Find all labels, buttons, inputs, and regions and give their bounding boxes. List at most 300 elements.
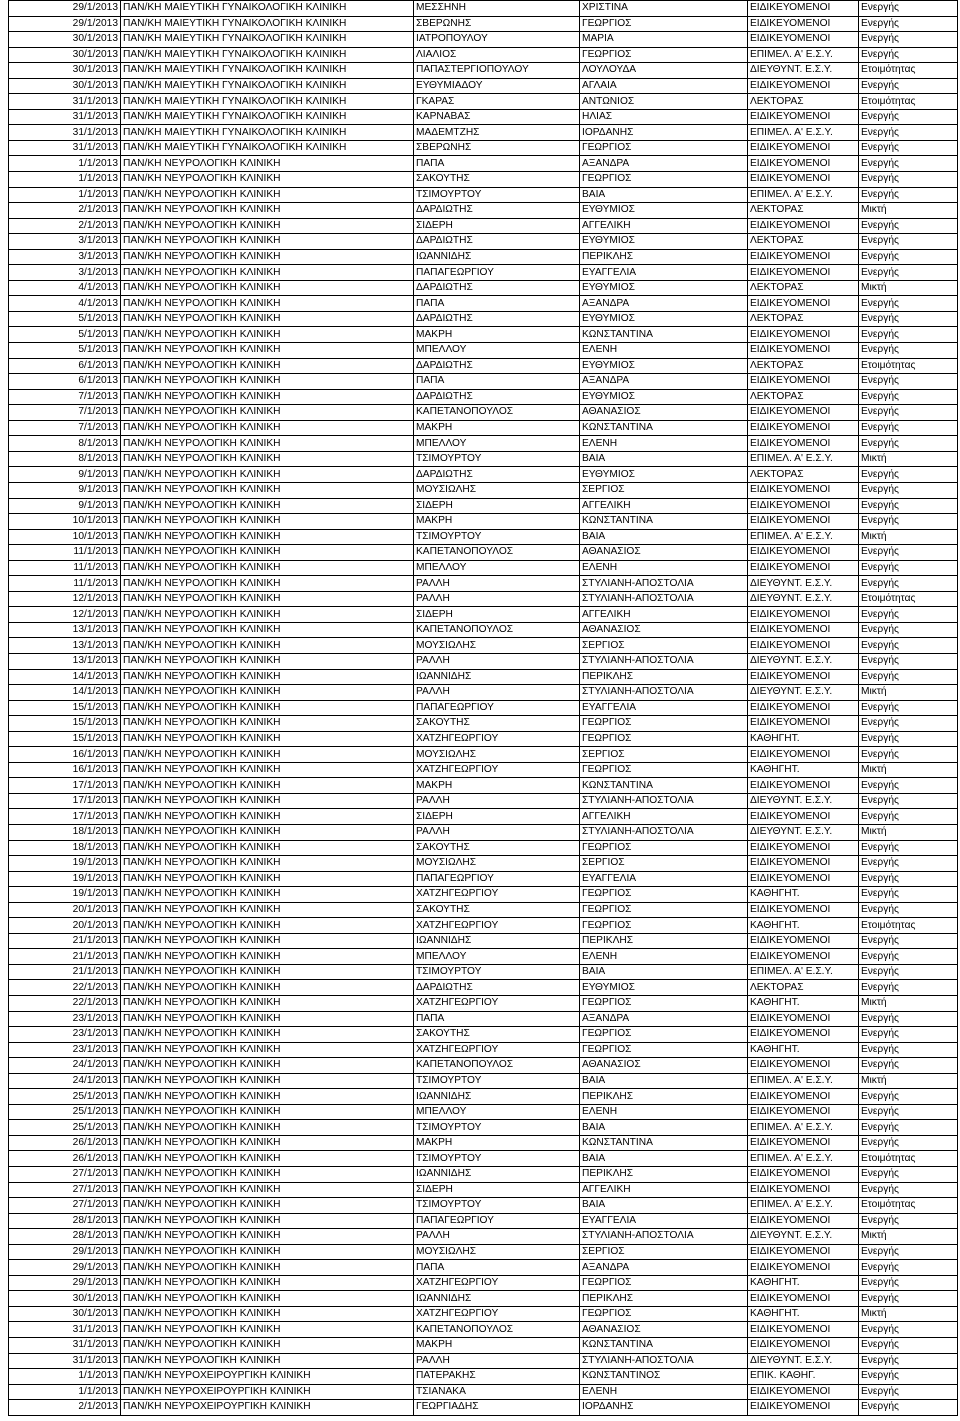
firstname-cell: ΚΩΝΣΤΑΝΤΙΝΑ	[580, 1135, 748, 1151]
date-cell: 9/1/2013	[9, 482, 121, 498]
clinic-cell: ΠΑΝ/ΚΗ ΝΕΥΡΟΛΟΓΙΚΗ ΚΛΙΝΙΚΗ	[121, 1306, 414, 1322]
firstname-cell: ΜΑΡΙΑ	[580, 32, 748, 48]
surname-cell: ΡΑΛΛΗ	[414, 591, 580, 607]
date-cell: 3/1/2013	[9, 234, 121, 250]
table-row	[9, 1135, 958, 1151]
date-cell: 27/1/2013	[9, 1182, 121, 1198]
duty-type-cell: Ετοιμότητας	[859, 591, 958, 607]
clinic-cell: ΠΑΝ/ΚΗ ΝΕΥΡΟΛΟΓΙΚΗ ΚΛΙΝΙΚΗ	[121, 265, 414, 281]
surname-cell: ΠΑΠΑ	[414, 156, 580, 172]
firstname-cell: ΓΕΩΡΓΙΟΣ	[580, 172, 748, 188]
surname-cell: ΜΠΕΛΛΟΥ	[414, 436, 580, 452]
firstname-cell: ΕΥΘΥΜΙΟΣ	[580, 467, 748, 483]
clinic-cell: ΠΑΝ/ΚΗ ΝΕΥΡΟΛΟΓΙΚΗ ΚΛΙΝΙΚΗ	[121, 1260, 414, 1276]
table-row	[9, 16, 958, 32]
date-cell: 28/1/2013	[9, 1229, 121, 1245]
table-row	[9, 1011, 958, 1027]
firstname-cell: ΑΘΑΝΑΣΙΟΣ	[580, 622, 748, 638]
clinic-cell: ΠΑΝ/ΚΗ ΝΕΥΡΟΛΟΓΙΚΗ ΚΛΙΝΙΚΗ	[121, 343, 414, 359]
duty-type-cell: Ενεργής	[859, 109, 958, 125]
rank-cell: ΕΙΔΙΚΕΥΟΜΕΝΟΙ	[748, 809, 859, 825]
clinic-cell: ΠΑΝ/ΚΗ ΝΕΥΡΟΛΟΓΙΚΗ ΚΛΙΝΙΚΗ	[121, 716, 414, 732]
duty-type-cell: Ενεργής	[859, 1244, 958, 1260]
date-cell: 11/1/2013	[9, 560, 121, 576]
rank-cell: ΕΠΙΜΕΛ. Α' Ε.Σ.Υ.	[748, 1073, 859, 1089]
date-cell: 2/1/2013	[9, 203, 121, 219]
date-cell: 31/1/2013	[9, 1322, 121, 1338]
clinic-cell: ΠΑΝ/ΚΗ ΝΕΥΡΟΛΟΓΙΚΗ ΚΛΙΝΙΚΗ	[121, 840, 414, 856]
duty-type-cell: Μικτή	[859, 824, 958, 840]
duty-type-cell: Ενεργής	[859, 747, 958, 763]
rank-cell: ΕΙΔΙΚΕΥΟΜΕΝΟΙ	[748, 778, 859, 794]
table-row	[9, 856, 958, 872]
clinic-cell: ΠΑΝ/ΚΗ ΝΕΥΡΟΛΟΓΙΚΗ ΚΛΙΝΙΚΗ	[121, 514, 414, 530]
table-row	[9, 545, 958, 561]
surname-cell: ΡΑΛΛΗ	[414, 1353, 580, 1369]
rank-cell: ΕΙΔΙΚΕΥΟΜΕΝΟΙ	[748, 374, 859, 390]
surname-cell: ΔΑΡΔΙΩΤΗΣ	[414, 280, 580, 296]
duty-type-cell: Ενεργής	[859, 1384, 958, 1400]
clinic-cell: ΠΑΝ/ΚΗ ΜΑΙΕΥΤΙΚΗ ΓΥΝΑΙΚΟΛΟΓΙΚΗ ΚΛΙΝΙΚΗ	[121, 125, 414, 141]
date-cell: 1/1/2013	[9, 187, 121, 203]
rank-cell: ΕΙΔΙΚΕΥΟΜΕΝΟΙ	[748, 16, 859, 32]
surname-cell: ΜΑΚΡΗ	[414, 514, 580, 530]
surname-cell: ΔΑΡΔΙΩΤΗΣ	[414, 389, 580, 405]
rank-cell: ΕΙΔΙΚΕΥΟΜΕΝΟΙ	[748, 1011, 859, 1027]
surname-cell: ΣΙΔΕΡΗ	[414, 1182, 580, 1198]
table-row	[9, 700, 958, 716]
date-cell: 17/1/2013	[9, 793, 121, 809]
clinic-cell: ΠΑΝ/ΚΗ ΜΑΙΕΥΤΙΚΗ ΓΥΝΑΙΚΟΛΟΓΙΚΗ ΚΛΙΝΙΚΗ	[121, 94, 414, 110]
duty-type-cell: Ενεργής	[859, 1322, 958, 1338]
firstname-cell: ΚΩΝΣΤΑΝΤΙΝΑ	[580, 327, 748, 343]
date-cell: 1/1/2013	[9, 1369, 121, 1385]
date-cell: 8/1/2013	[9, 436, 121, 452]
duty-type-cell: Ενεργής	[859, 887, 958, 903]
clinic-cell: ΠΑΝ/ΚΗ ΝΕΥΡΟΛΟΓΙΚΗ ΚΛΙΝΙΚΗ	[121, 964, 414, 980]
duty-type-cell: Ενεργής	[859, 1260, 958, 1276]
rank-cell: ΕΙΔΙΚΕΥΟΜΕΝΟΙ	[748, 1, 859, 17]
duty-type-cell: Ετοιμότητας	[859, 358, 958, 374]
surname-cell: ΣΑΚΟΥΤΗΣ	[414, 840, 580, 856]
date-cell: 12/1/2013	[9, 591, 121, 607]
firstname-cell: ΓΕΩΡΓΙΟΣ	[580, 1027, 748, 1043]
clinic-cell: ΠΑΝ/ΚΗ ΝΕΥΡΟΛΟΓΙΚΗ ΚΛΙΝΙΚΗ	[121, 949, 414, 965]
surname-cell: ΜΕΣΣΗΝΗ	[414, 1, 580, 17]
firstname-cell: ΓΕΩΡΓΙΟΣ	[580, 840, 748, 856]
rank-cell: ΕΙΔΙΚΕΥΟΜΕΝΟΙ	[748, 856, 859, 872]
duty-type-cell: Ενεργής	[859, 716, 958, 732]
surname-cell: ΤΣΙΜΟΥΡΤΟΥ	[414, 1073, 580, 1089]
table-row	[9, 762, 958, 778]
date-cell: 9/1/2013	[9, 498, 121, 514]
firstname-cell: ΠΕΡΙΚΛΗΣ	[580, 249, 748, 265]
firstname-cell: ΗΛΙΑΣ	[580, 109, 748, 125]
clinic-cell: ΠΑΝ/ΚΗ ΝΕΥΡΟΛΟΓΙΚΗ ΚΛΙΝΙΚΗ	[121, 793, 414, 809]
duty-roster-table	[8, 0, 958, 1416]
duty-type-cell: Ενεργής	[859, 296, 958, 312]
rank-cell: ΚΑΘΗΓΗΤ.	[748, 1275, 859, 1291]
rank-cell: ΕΙΔΙΚΕΥΟΜΕΝΟΙ	[748, 560, 859, 576]
rank-cell: ΕΙΔΙΚΕΥΟΜΕΝΟΙ	[748, 1182, 859, 1198]
table-row	[9, 669, 958, 685]
clinic-cell: ΠΑΝ/ΚΗ ΝΕΥΡΟΛΟΓΙΚΗ ΚΛΙΝΙΚΗ	[121, 1151, 414, 1167]
table-row	[9, 747, 958, 763]
clinic-cell: ΠΑΝ/ΚΗ ΝΕΥΡΟΛΟΓΙΚΗ ΚΛΙΝΙΚΗ	[121, 1135, 414, 1151]
table-row	[9, 560, 958, 576]
date-cell: 31/1/2013	[9, 140, 121, 156]
firstname-cell: ΑΓΓΕΛΙΚΗ	[580, 607, 748, 623]
clinic-cell: ΠΑΝ/ΚΗ ΝΕΥΡΟΛΟΓΙΚΗ ΚΛΙΝΙΚΗ	[121, 871, 414, 887]
duty-type-cell: Μικτή	[859, 280, 958, 296]
date-cell: 24/1/2013	[9, 1073, 121, 1089]
duty-type-cell: Ετοιμότητας	[859, 1151, 958, 1167]
table-row	[9, 311, 958, 327]
surname-cell: ΜΠΕΛΛΟΥ	[414, 949, 580, 965]
duty-type-cell: Ενεργής	[859, 78, 958, 94]
table-row	[9, 1, 958, 17]
surname-cell: ΚΑΠΕΤΑΝΟΠΟΥΛΟΣ	[414, 405, 580, 421]
surname-cell: ΣΑΚΟΥΤΗΣ	[414, 1027, 580, 1043]
firstname-cell: ΑΘΑΝΑΣΙΟΣ	[580, 545, 748, 561]
rank-cell: ΕΠΙΜΕΛ. Α' Ε.Σ.Υ.	[748, 1151, 859, 1167]
clinic-cell: ΠΑΝ/ΚΗ ΝΕΥΡΟΛΟΓΙΚΗ ΚΛΙΝΙΚΗ	[121, 685, 414, 701]
clinic-cell: ΠΑΝ/ΚΗ ΜΑΙΕΥΤΙΚΗ ΓΥΝΑΙΚΟΛΟΓΙΚΗ ΚΛΙΝΙΚΗ	[121, 63, 414, 79]
rank-cell: ΕΙΔΙΚΕΥΟΜΕΝΟΙ	[748, 405, 859, 421]
clinic-cell: ΠΑΝ/ΚΗ ΝΕΥΡΟΛΟΓΙΚΗ ΚΛΙΝΙΚΗ	[121, 918, 414, 934]
firstname-cell: ΕΥΘΥΜΙΟΣ	[580, 980, 748, 996]
rank-cell: ΕΙΔΙΚΕΥΟΜΕΝΟΙ	[748, 840, 859, 856]
clinic-cell: ΠΑΝ/ΚΗ ΝΕΥΡΟΛΟΓΙΚΗ ΚΛΙΝΙΚΗ	[121, 1073, 414, 1089]
clinic-cell: ΠΑΝ/ΚΗ ΝΕΥΡΟΛΟΓΙΚΗ ΚΛΙΝΙΚΗ	[121, 1027, 414, 1043]
clinic-cell: ΠΑΝ/ΚΗ ΝΕΥΡΟΛΟΓΙΚΗ ΚΛΙΝΙΚΗ	[121, 296, 414, 312]
table-row	[9, 1306, 958, 1322]
rank-cell: ΕΙΔΙΚΕΥΟΜΕΝΟΙ	[748, 420, 859, 436]
duty-type-cell: Ενεργής	[859, 607, 958, 623]
clinic-cell: ΠΑΝ/ΚΗ ΝΕΥΡΟΛΟΓΙΚΗ ΚΛΙΝΙΚΗ	[121, 405, 414, 421]
table-row	[9, 1291, 958, 1307]
surname-cell: ΣΙΔΕΡΗ	[414, 809, 580, 825]
duty-type-cell: Ενεργής	[859, 700, 958, 716]
surname-cell: ΚΑΠΕΤΑΝΟΠΟΥΛΟΣ	[414, 1322, 580, 1338]
firstname-cell: ΒΑΙΑ	[580, 964, 748, 980]
clinic-cell: ΠΑΝ/ΚΗ ΝΕΥΡΟΛΟΓΙΚΗ ΚΛΙΝΙΚΗ	[121, 187, 414, 203]
surname-cell: ΔΑΡΔΙΩΤΗΣ	[414, 203, 580, 219]
firstname-cell: ΠΕΡΙΚΛΗΣ	[580, 1089, 748, 1105]
clinic-cell: ΠΑΝ/ΚΗ ΝΕΥΡΟΛΟΓΙΚΗ ΚΛΙΝΙΚΗ	[121, 856, 414, 872]
duty-type-cell: Ενεργής	[859, 1291, 958, 1307]
surname-cell: ΣΑΚΟΥΤΗΣ	[414, 716, 580, 732]
clinic-cell: ΠΑΝ/ΚΗ ΝΕΥΡΟΛΟΓΙΚΗ ΚΛΙΝΙΚΗ	[121, 887, 414, 903]
table-row	[9, 1104, 958, 1120]
firstname-cell: ΕΥΘΥΜΙΟΣ	[580, 358, 748, 374]
clinic-cell: ΠΑΝ/ΚΗ ΝΕΥΡΟΛΟΓΙΚΗ ΚΛΙΝΙΚΗ	[121, 1275, 414, 1291]
duty-type-cell: Ενεργής	[859, 498, 958, 514]
table-row	[9, 902, 958, 918]
surname-cell: ΜΑΔΕΜΤΖΗΣ	[414, 125, 580, 141]
surname-cell: ΠΑΠΑ	[414, 296, 580, 312]
date-cell: 9/1/2013	[9, 467, 121, 483]
firstname-cell: ΑΘΑΝΑΣΙΟΣ	[580, 1322, 748, 1338]
rank-cell: ΛΕΚΤΟΡΑΣ	[748, 234, 859, 250]
firstname-cell: ΣΕΡΓΙΟΣ	[580, 747, 748, 763]
firstname-cell: ΣΤΥΛΙΑΝΗ-ΑΠΟΣΤΟΛΙΑ	[580, 576, 748, 592]
duty-type-cell: Ενεργής	[859, 1369, 958, 1385]
firstname-cell: ΣΤΥΛΙΑΝΗ-ΑΠΟΣΤΟΛΙΑ	[580, 1229, 748, 1245]
surname-cell: ΠΑΠΑΓΕΩΡΓΙΟΥ	[414, 265, 580, 281]
surname-cell: ΕΥΘΥΜΙΑΔΟΥ	[414, 78, 580, 94]
firstname-cell: ΓΕΩΡΓΙΟΣ	[580, 16, 748, 32]
table-row	[9, 1073, 958, 1089]
table-row	[9, 576, 958, 592]
clinic-cell: ΠΑΝ/ΚΗ ΝΕΥΡΟΛΟΓΙΚΗ ΚΛΙΝΙΚΗ	[121, 1229, 414, 1245]
table-row	[9, 778, 958, 794]
surname-cell: ΚΑΠΕΤΑΝΟΠΟΥΛΟΣ	[414, 545, 580, 561]
table-row	[9, 1384, 958, 1400]
rank-cell: ΛΕΚΤΟΡΑΣ	[748, 280, 859, 296]
clinic-cell: ΠΑΝ/ΚΗ ΝΕΥΡΟΛΟΓΙΚΗ ΚΛΙΝΙΚΗ	[121, 1198, 414, 1214]
duty-type-cell: Ενεργής	[859, 964, 958, 980]
duty-type-cell: Ενεργής	[859, 1104, 958, 1120]
firstname-cell: ΑΞΑΝΔΡΑ	[580, 1011, 748, 1027]
surname-cell: ΔΑΡΔΙΩΤΗΣ	[414, 358, 580, 374]
table-row	[9, 964, 958, 980]
date-cell: 11/1/2013	[9, 545, 121, 561]
clinic-cell: ΠΑΝ/ΚΗ ΝΕΥΡΟΛΟΓΙΚΗ ΚΛΙΝΙΚΗ	[121, 467, 414, 483]
date-cell: 4/1/2013	[9, 280, 121, 296]
date-cell: 22/1/2013	[9, 980, 121, 996]
table-row	[9, 32, 958, 48]
clinic-cell: ΠΑΝ/ΚΗ ΜΑΙΕΥΤΙΚΗ ΓΥΝΑΙΚΟΛΟΓΙΚΗ ΚΛΙΝΙΚΗ	[121, 140, 414, 156]
rank-cell: ΕΙΔΙΚΕΥΟΜΕΝΟΙ	[748, 638, 859, 654]
table-row	[9, 622, 958, 638]
surname-cell: ΧΑΤΖΗΓΕΩΡΓΙΟΥ	[414, 1275, 580, 1291]
firstname-cell: ΒΑΙΑ	[580, 1120, 748, 1136]
rank-cell: ΕΙΔΙΚΕΥΟΜΕΝΟΙ	[748, 78, 859, 94]
surname-cell: ΙΩΑΝΝΙΔΗΣ	[414, 1291, 580, 1307]
table-row	[9, 63, 958, 79]
rank-cell: ΔΙΕΥΘΥΝΤ. Ε.Σ.Υ.	[748, 1353, 859, 1369]
rank-cell: ΕΠΙΜΕΛ. Α' Ε.Σ.Υ.	[748, 529, 859, 545]
table-row	[9, 1244, 958, 1260]
table-row	[9, 949, 958, 965]
clinic-cell: ΠΑΝ/ΚΗ ΜΑΙΕΥΤΙΚΗ ΓΥΝΑΙΚΟΛΟΓΙΚΗ ΚΛΙΝΙΚΗ	[121, 1, 414, 17]
firstname-cell: ΕΛΕΝΗ	[580, 436, 748, 452]
firstname-cell: ΓΕΩΡΓΙΟΣ	[580, 1042, 748, 1058]
date-cell: 2/1/2013	[9, 218, 121, 234]
duty-type-cell: Ενεργής	[859, 436, 958, 452]
firstname-cell: ΑΞΑΝΔΡΑ	[580, 156, 748, 172]
firstname-cell: ΓΕΩΡΓΙΟΣ	[580, 996, 748, 1012]
firstname-cell: ΚΩΝΣΤΑΝΤΙΝΑ	[580, 514, 748, 530]
firstname-cell: ΙΟΡΔΑΝΗΣ	[580, 125, 748, 141]
clinic-cell: ΠΑΝ/ΚΗ ΝΕΥΡΟΛΟΓΙΚΗ ΚΛΙΝΙΚΗ	[121, 358, 414, 374]
rank-cell: ΚΑΘΗΓΗΤ.	[748, 731, 859, 747]
table-row	[9, 887, 958, 903]
table-row	[9, 327, 958, 343]
surname-cell: ΜΠΕΛΛΟΥ	[414, 343, 580, 359]
firstname-cell: ΣΕΡΓΙΟΣ	[580, 482, 748, 498]
surname-cell: ΣΒΕΡΩΝΗΣ	[414, 140, 580, 156]
duty-type-cell: Ενεργής	[859, 1182, 958, 1198]
clinic-cell: ΠΑΝ/ΚΗ ΜΑΙΕΥΤΙΚΗ ΓΥΝΑΙΚΟΛΟΓΙΚΗ ΚΛΙΝΙΚΗ	[121, 78, 414, 94]
date-cell: 1/1/2013	[9, 156, 121, 172]
surname-cell: ΚΑΠΕΤΑΝΟΠΟΥΛΟΣ	[414, 622, 580, 638]
duty-type-cell: Ενεργής	[859, 514, 958, 530]
clinic-cell: ΠΑΝ/ΚΗ ΜΑΙΕΥΤΙΚΗ ΓΥΝΑΙΚΟΛΟΓΙΚΗ ΚΛΙΝΙΚΗ	[121, 47, 414, 63]
table-row	[9, 1042, 958, 1058]
table-row	[9, 125, 958, 141]
firstname-cell: ΑΞΑΝΔΡΑ	[580, 1260, 748, 1276]
duty-type-cell: Ενεργής	[859, 140, 958, 156]
rank-cell: ΕΙΔΙΚΕΥΟΜΕΝΟΙ	[748, 1244, 859, 1260]
date-cell: 6/1/2013	[9, 374, 121, 390]
firstname-cell: ΒΑΙΑ	[580, 1073, 748, 1089]
firstname-cell: ΑΘΑΝΑΣΙΟΣ	[580, 1058, 748, 1074]
surname-cell: ΤΣΙΑΝΑΚΑ	[414, 1384, 580, 1400]
rank-cell: ΚΑΘΗΓΗΤ.	[748, 1306, 859, 1322]
clinic-cell: ΠΑΝ/ΚΗ ΝΕΥΡΟΛΟΓΙΚΗ ΚΛΙΝΙΚΗ	[121, 560, 414, 576]
duty-type-cell: Ενεργής	[859, 980, 958, 996]
firstname-cell: ΣΤΥΛΙΑΝΗ-ΑΠΟΣΤΟΛΙΑ	[580, 591, 748, 607]
rank-cell: ΔΙΕΥΘΥΝΤ. Ε.Σ.Υ.	[748, 824, 859, 840]
clinic-cell: ΠΑΝ/ΚΗ ΝΕΥΡΟΛΟΓΙΚΗ ΚΛΙΝΙΚΗ	[121, 809, 414, 825]
table-row	[9, 638, 958, 654]
surname-cell: ΧΑΤΖΗΓΕΩΡΓΙΟΥ	[414, 762, 580, 778]
clinic-cell: ΠΑΝ/ΚΗ ΝΕΥΡΟΛΟΓΙΚΗ ΚΛΙΝΙΚΗ	[121, 778, 414, 794]
surname-cell: ΣΑΚΟΥΤΗΣ	[414, 902, 580, 918]
rank-cell: ΕΠΙΜΕΛ. Α' Ε.Σ.Υ.	[748, 125, 859, 141]
date-cell: 5/1/2013	[9, 327, 121, 343]
rank-cell: ΕΙΔΙΚΕΥΟΜΕΝΟΙ	[748, 514, 859, 530]
firstname-cell: ΚΩΝΣΤΑΝΤΙΝΑ	[580, 1338, 748, 1354]
date-cell: 25/1/2013	[9, 1104, 121, 1120]
table-row	[9, 685, 958, 701]
table-row	[9, 451, 958, 467]
duty-type-cell: Ενεργής	[859, 840, 958, 856]
duty-type-cell: Ενεργής	[859, 1120, 958, 1136]
surname-cell: ΤΣΙΜΟΥΡΤΟΥ	[414, 1198, 580, 1214]
date-cell: 7/1/2013	[9, 405, 121, 421]
duty-type-cell: Ενεργής	[859, 1338, 958, 1354]
surname-cell: ΙΩΑΝΝΙΔΗΣ	[414, 933, 580, 949]
rank-cell: ΔΙΕΥΘΥΝΤ. Ε.Σ.Υ.	[748, 653, 859, 669]
table-row	[9, 1338, 958, 1354]
table-row	[9, 871, 958, 887]
date-cell: 29/1/2013	[9, 1275, 121, 1291]
rank-cell: ΕΙΔΙΚΕΥΟΜΕΝΟΙ	[748, 902, 859, 918]
rank-cell: ΕΙΔΙΚΕΥΟΜΕΝΟΙ	[748, 871, 859, 887]
rank-cell: ΕΙΔΙΚΕΥΟΜΕΝΟΙ	[748, 669, 859, 685]
rank-cell: ΕΙΔΙΚΕΥΟΜΕΝΟΙ	[748, 1291, 859, 1307]
date-cell: 31/1/2013	[9, 1338, 121, 1354]
table-row	[9, 94, 958, 110]
surname-cell: ΜΑΚΡΗ	[414, 327, 580, 343]
table-row	[9, 793, 958, 809]
date-cell: 15/1/2013	[9, 700, 121, 716]
duty-type-cell: Ενεργής	[859, 16, 958, 32]
duty-type-cell: Ενεργής	[859, 265, 958, 281]
firstname-cell: ΚΩΝΣΤΑΝΤΙΝΑ	[580, 420, 748, 436]
date-cell: 30/1/2013	[9, 63, 121, 79]
surname-cell: ΧΑΤΖΗΓΕΩΡΓΙΟΥ	[414, 918, 580, 934]
rank-cell: ΕΙΔΙΚΕΥΟΜΕΝΟΙ	[748, 156, 859, 172]
duty-type-cell: Ενεργής	[859, 1167, 958, 1183]
date-cell: 26/1/2013	[9, 1151, 121, 1167]
duty-type-cell: Ενεργής	[859, 669, 958, 685]
surname-cell: ΔΑΡΔΙΩΤΗΣ	[414, 467, 580, 483]
rank-cell: ΕΙΔΙΚΕΥΟΜΕΝΟΙ	[748, 1027, 859, 1043]
surname-cell: ΣΙΔΕΡΗ	[414, 498, 580, 514]
rank-cell: ΕΙΔΙΚΕΥΟΜΕΝΟΙ	[748, 498, 859, 514]
date-cell: 25/1/2013	[9, 1089, 121, 1105]
surname-cell: ΧΑΤΖΗΓΕΩΡΓΙΟΥ	[414, 1306, 580, 1322]
date-cell: 30/1/2013	[9, 32, 121, 48]
surname-cell: ΚΑΡΝΑΒΑΣ	[414, 109, 580, 125]
surname-cell: ΙΩΑΝΝΙΔΗΣ	[414, 249, 580, 265]
surname-cell: ΡΑΛΛΗ	[414, 653, 580, 669]
firstname-cell: ΕΥΘΥΜΙΟΣ	[580, 311, 748, 327]
rank-cell: ΕΠΙΜΕΛ. Α' Ε.Σ.Υ.	[748, 1120, 859, 1136]
table-row	[9, 1182, 958, 1198]
duty-type-cell: Ενεργής	[859, 949, 958, 965]
table-row	[9, 467, 958, 483]
rank-cell: ΚΑΘΗΓΗΤ.	[748, 996, 859, 1012]
surname-cell: ΓΕΩΡΓΙΑΔΗΣ	[414, 1400, 580, 1416]
date-cell: 19/1/2013	[9, 871, 121, 887]
date-cell: 2/1/2013	[9, 1400, 121, 1416]
surname-cell: ΠΑΠΑ	[414, 1260, 580, 1276]
rank-cell: ΕΙΔΙΚΕΥΟΜΕΝΟΙ	[748, 949, 859, 965]
table-row	[9, 1322, 958, 1338]
date-cell: 21/1/2013	[9, 933, 121, 949]
table-row	[9, 389, 958, 405]
clinic-cell: ΠΑΝ/ΚΗ ΜΑΙΕΥΤΙΚΗ ΓΥΝΑΙΚΟΛΟΓΙΚΗ ΚΛΙΝΙΚΗ	[121, 109, 414, 125]
firstname-cell: ΓΕΩΡΓΙΟΣ	[580, 140, 748, 156]
firstname-cell: ΑΞΑΝΔΡΑ	[580, 374, 748, 390]
clinic-cell: ΠΑΝ/ΚΗ ΝΕΥΡΟΛΟΓΙΚΗ ΚΛΙΝΙΚΗ	[121, 700, 414, 716]
rank-cell: ΕΙΔΙΚΕΥΟΜΕΝΟΙ	[748, 1213, 859, 1229]
surname-cell: ΤΣΙΜΟΥΡΤΟΥ	[414, 529, 580, 545]
table-row	[9, 218, 958, 234]
clinic-cell: ΠΑΝ/ΚΗ ΝΕΥΡΟΛΟΓΙΚΗ ΚΛΙΝΙΚΗ	[121, 327, 414, 343]
date-cell: 22/1/2013	[9, 996, 121, 1012]
firstname-cell: ΠΕΡΙΚΛΗΣ	[580, 1291, 748, 1307]
duty-type-cell: Μικτή	[859, 1306, 958, 1322]
surname-cell: ΤΣΙΜΟΥΡΤΟΥ	[414, 187, 580, 203]
rank-cell: ΕΙΔΙΚΕΥΟΜΕΝΟΙ	[748, 343, 859, 359]
surname-cell: ΣΒΕΡΩΝΗΣ	[414, 16, 580, 32]
date-cell: 10/1/2013	[9, 529, 121, 545]
rank-cell: ΕΙΔΙΚΕΥΟΜΕΝΟΙ	[748, 249, 859, 265]
table-row	[9, 529, 958, 545]
surname-cell: ΡΑΛΛΗ	[414, 824, 580, 840]
firstname-cell: ΒΑΙΑ	[580, 451, 748, 467]
surname-cell: ΔΑΡΔΙΩΤΗΣ	[414, 234, 580, 250]
surname-cell: ΤΣΙΜΟΥΡΤΟΥ	[414, 1120, 580, 1136]
table-row	[9, 980, 958, 996]
duty-type-cell: Ενεργής	[859, 234, 958, 250]
surname-cell: ΠΑΠΑ	[414, 1011, 580, 1027]
rank-cell: ΕΙΔΙΚΕΥΟΜΕΝΟΙ	[748, 218, 859, 234]
duty-type-cell: Ενεργής	[859, 389, 958, 405]
table-row	[9, 1229, 958, 1245]
duty-type-cell: Ενεργής	[859, 1089, 958, 1105]
date-cell: 4/1/2013	[9, 296, 121, 312]
clinic-cell: ΠΑΝ/ΚΗ ΝΕΥΡΟΛΟΓΙΚΗ ΚΛΙΝΙΚΗ	[121, 996, 414, 1012]
firstname-cell: ΙΟΡΔΑΝΗΣ	[580, 1400, 748, 1416]
date-cell: 7/1/2013	[9, 420, 121, 436]
